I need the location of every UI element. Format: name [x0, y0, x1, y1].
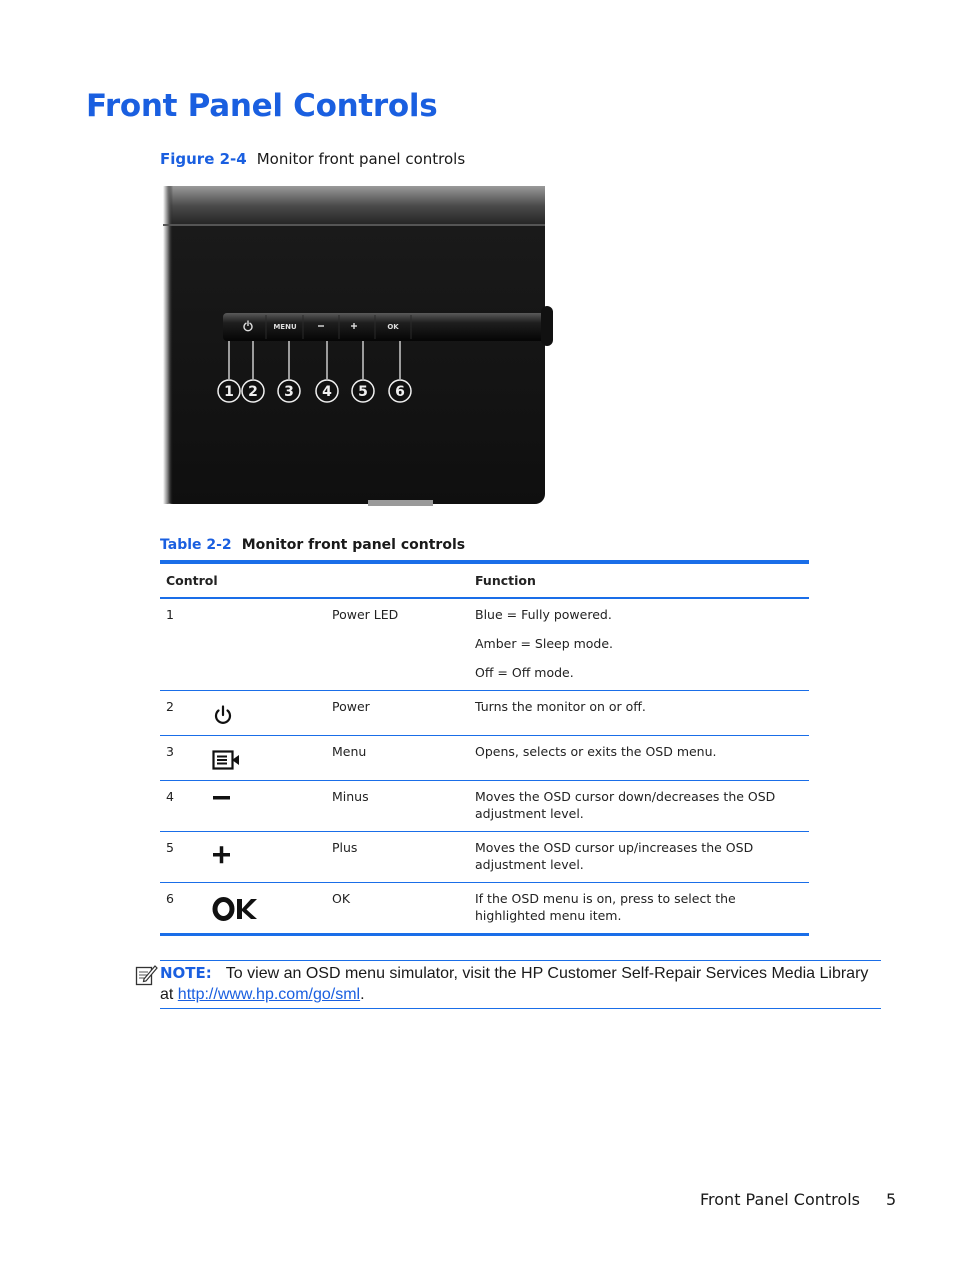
note-icon	[135, 963, 159, 987]
header-control: Control	[166, 573, 218, 588]
function-line: Turns the monitor on or off.	[475, 699, 646, 714]
row-icon-cell	[206, 781, 326, 832]
row-icon-cell	[206, 598, 326, 691]
row-icon-cell	[206, 736, 326, 781]
note-link[interactable]: http://www.hp.com/go/sml	[177, 986, 361, 1003]
row-function	[469, 832, 809, 883]
function-line: Moves the OSD cursor up/increases the OSD adjustment level.	[475, 840, 754, 872]
function-line: Blue = Fully powered.	[475, 607, 612, 622]
table-row	[160, 691, 809, 736]
row-function	[469, 691, 809, 736]
function-line: If the OSD menu is on, press to select the highlighted menu item.	[475, 891, 736, 923]
function-line: Off = Off mode.	[475, 665, 574, 680]
ok-button-label: OK	[387, 323, 399, 331]
table-row	[160, 598, 809, 691]
callout-2: 2	[248, 384, 258, 400]
row-function	[469, 883, 809, 935]
figure-caption	[160, 150, 465, 168]
table-header-row	[160, 562, 809, 598]
callout-5: 5	[358, 384, 368, 400]
note-box	[160, 960, 881, 1009]
callout-6: 6	[395, 384, 405, 400]
page-title: Front Panel Controls	[86, 88, 438, 124]
row-number: 1	[166, 607, 174, 622]
callout-4: 4	[322, 384, 332, 400]
plus-icon	[212, 845, 232, 865]
menu-button-label: MENU	[273, 323, 297, 331]
note-label: NOTE:	[160, 964, 212, 982]
ok-icon	[212, 896, 258, 922]
table-caption	[160, 537, 465, 553]
row-icon-cell	[206, 691, 326, 736]
table-row	[160, 832, 809, 883]
table-row	[160, 781, 809, 832]
function-line: Amber = Sleep mode.	[475, 636, 614, 651]
row-function	[469, 736, 809, 781]
row-number: 3	[166, 744, 174, 759]
row-icon-cell	[206, 832, 326, 883]
figure-caption-text: Monitor front panel controls	[256, 150, 466, 168]
row-control-name: OK	[332, 891, 351, 906]
note-text: To view an OSD menu simulator, visit the HP Customer Self-Repair Services Media Library at	[160, 965, 869, 1003]
table-row	[160, 736, 809, 781]
note-suffix: .	[360, 986, 365, 1003]
row-control-name: Power LED	[332, 607, 399, 622]
figure-label: Figure 2-4	[160, 150, 247, 168]
row-number: 6	[166, 891, 174, 906]
row-function	[469, 781, 809, 832]
row-number: 2	[166, 699, 174, 714]
controls-table	[160, 560, 809, 936]
function-line: Moves the OSD cursor down/decreases the OSD adjustment level.	[475, 789, 776, 821]
monitor-front-panel-photo	[163, 186, 555, 508]
power-icon	[212, 704, 234, 726]
row-control-name: Minus	[332, 789, 369, 804]
row-function	[469, 598, 809, 691]
page-number: 5	[886, 1190, 897, 1209]
table-row	[160, 883, 809, 935]
row-control-name: Menu	[332, 744, 367, 759]
table-label: Table 2-2	[160, 537, 232, 553]
row-icon-cell	[206, 883, 326, 935]
function-line: Opens, selects or exits the OSD menu.	[475, 744, 717, 759]
callout-1: 1	[224, 384, 234, 400]
menu-icon	[212, 749, 240, 771]
row-control-name: Plus	[332, 840, 358, 855]
row-control-name: Power	[332, 699, 370, 714]
row-number: 4	[166, 789, 174, 804]
footer-title: Front Panel Controls	[700, 1190, 860, 1209]
table-caption-text: Monitor front panel controls	[241, 537, 466, 553]
header-function: Function	[475, 573, 536, 588]
row-number: 5	[166, 840, 174, 855]
callout-3: 3	[284, 384, 294, 400]
minus-icon	[212, 794, 232, 808]
